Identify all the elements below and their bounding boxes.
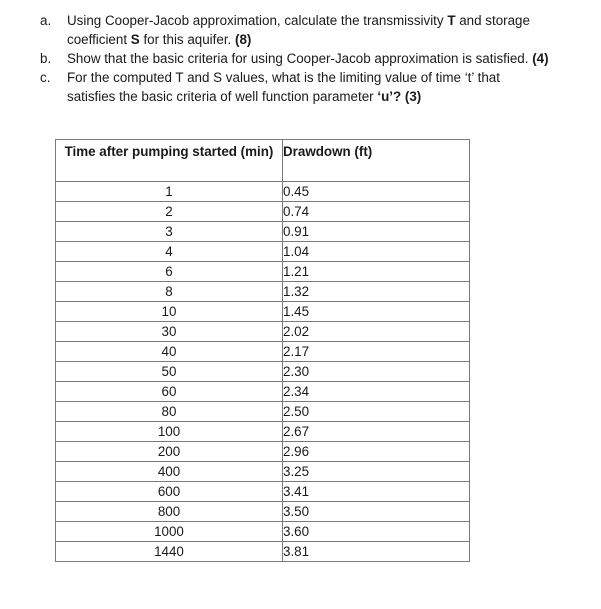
cell-time: 40 bbox=[56, 342, 283, 362]
cell-time: 50 bbox=[56, 362, 283, 382]
cell-drawdown: 0.91 bbox=[283, 222, 470, 242]
cell-time: 1000 bbox=[56, 522, 283, 542]
table-row bbox=[56, 342, 470, 362]
table-row bbox=[56, 242, 470, 262]
table-row bbox=[56, 482, 470, 502]
table-row bbox=[56, 202, 470, 222]
cell-time: 8 bbox=[56, 282, 283, 302]
symbol-t: T bbox=[447, 13, 456, 28]
text-span: For the computed T and S values, what is the limiting value of time ‘t’ that bbox=[67, 70, 500, 85]
question-a bbox=[40, 11, 595, 49]
cell-drawdown: 2.02 bbox=[283, 322, 470, 342]
table-row bbox=[56, 322, 470, 342]
table-row bbox=[56, 182, 470, 202]
table-row bbox=[56, 262, 470, 282]
table-header-row bbox=[56, 140, 470, 182]
table-row bbox=[56, 502, 470, 522]
table-row bbox=[56, 422, 470, 442]
text-span: Using Cooper-Jacob approximation, calculate the transmissivity bbox=[67, 13, 448, 28]
table-row bbox=[56, 542, 470, 562]
cell-time: 3 bbox=[56, 222, 283, 242]
cell-time: 30 bbox=[56, 322, 283, 342]
points-label: ‘u’? (3) bbox=[377, 89, 422, 104]
table-row bbox=[56, 362, 470, 382]
cell-drawdown: 0.45 bbox=[283, 182, 470, 202]
question-marker: a. bbox=[40, 13, 52, 28]
text-span: Show that the basic criteria for using Cooper-Jacob approximation is satisfied. bbox=[67, 51, 533, 66]
drawdown-table bbox=[55, 139, 470, 562]
question-list bbox=[40, 11, 595, 106]
header-time: Time after pumping started (min) bbox=[56, 140, 283, 182]
cell-drawdown: 0.74 bbox=[283, 202, 470, 222]
table-row bbox=[56, 222, 470, 242]
cell-time: 6 bbox=[56, 262, 283, 282]
question-text bbox=[67, 68, 595, 106]
cell-drawdown: 3.41 bbox=[283, 482, 470, 502]
header-drawdown: Drawdown (ft) bbox=[283, 140, 470, 182]
question-c bbox=[40, 68, 595, 106]
cell-time: 60 bbox=[56, 382, 283, 402]
cell-time: 200 bbox=[56, 442, 283, 462]
cell-drawdown: 2.17 bbox=[283, 342, 470, 362]
cell-drawdown: 2.34 bbox=[283, 382, 470, 402]
text-span: for this aquifer. bbox=[139, 32, 235, 47]
table-row bbox=[56, 302, 470, 322]
question-text bbox=[67, 49, 595, 68]
cell-drawdown: 2.30 bbox=[283, 362, 470, 382]
points-label: (8) bbox=[235, 32, 252, 47]
cell-time: 1 bbox=[56, 182, 283, 202]
cell-drawdown: 3.60 bbox=[283, 522, 470, 542]
question-text bbox=[67, 11, 595, 49]
cell-time: 600 bbox=[56, 482, 283, 502]
cell-drawdown: 2.96 bbox=[283, 442, 470, 462]
cell-drawdown: 3.81 bbox=[283, 542, 470, 562]
cell-time: 4 bbox=[56, 242, 283, 262]
cell-drawdown: 3.50 bbox=[283, 502, 470, 522]
text-span: satisfies the basic criteria of well function parameter bbox=[67, 89, 378, 104]
cell-drawdown: 1.32 bbox=[283, 282, 470, 302]
cell-time: 100 bbox=[56, 422, 283, 442]
table-row bbox=[56, 522, 470, 542]
question-b bbox=[40, 49, 595, 68]
points-label: (4) bbox=[532, 51, 549, 66]
question-marker: c. bbox=[40, 70, 51, 85]
cell-drawdown: 1.21 bbox=[283, 262, 470, 282]
cell-time: 400 bbox=[56, 462, 283, 482]
cell-drawdown: 2.50 bbox=[283, 402, 470, 422]
table-row bbox=[56, 382, 470, 402]
cell-time: 80 bbox=[56, 402, 283, 422]
cell-drawdown: 1.45 bbox=[283, 302, 470, 322]
question-marker: b. bbox=[40, 51, 52, 66]
text-span: coefficient bbox=[67, 32, 131, 47]
cell-drawdown: 2.67 bbox=[283, 422, 470, 442]
table-row bbox=[56, 442, 470, 462]
cell-time: 1440 bbox=[56, 542, 283, 562]
cell-drawdown: 3.25 bbox=[283, 462, 470, 482]
table-row bbox=[56, 282, 470, 302]
cell-time: 10 bbox=[56, 302, 283, 322]
cell-time: 800 bbox=[56, 502, 283, 522]
table-body bbox=[56, 182, 470, 562]
symbol-s: S bbox=[130, 32, 140, 47]
table-row bbox=[56, 402, 470, 422]
cell-time: 2 bbox=[56, 202, 283, 222]
table-row bbox=[56, 462, 470, 482]
text-span: and storage bbox=[455, 13, 530, 28]
cell-drawdown: 1.04 bbox=[283, 242, 470, 262]
